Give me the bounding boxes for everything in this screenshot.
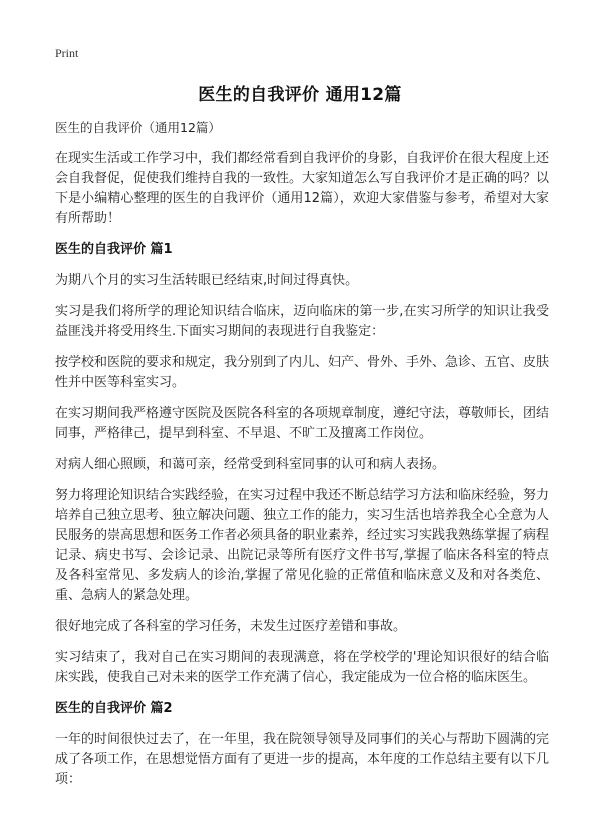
section-1: [55, 240, 549, 688]
page-title: 医生的自我评价 通用12篇: [198, 85, 402, 105]
paragraph: 按学校和医院的要求和规定，我分别到了内儿、妇产、骨外、手外、急诊、五官、皮肤性并中医等科室实习。: [55, 355, 550, 390]
paragraph: 实习结束了，我对自己在实习期间的表现满意，将在学校学的'理论知识很好的结合临床实践，使我自己对未来的医学工作充满了信心，我定能成为一位合格的临床医生。: [55, 650, 549, 685]
paragraph: 对病人细心照顾，和蔼可亲，经常受到科室同事的认可和病人表扬。: [55, 457, 446, 472]
article-body: [55, 118, 549, 801]
intro-paragraph: 在现实生活或工作学习中，我们都经常看到自我评价的身影，自我评价在很大程度上还会自我督促，促使我们维持自我的一致性。大家知道怎么写自我评价才是正确的吗？以下是小编精心整理的医生的自我评价（通用12篇），欢迎大家借鉴与参考，希望对大家有所帮助！: [55, 151, 550, 226]
section-heading: 医生的自我评价 篇1: [55, 242, 173, 257]
article-subtitle: 医生的自我评价（通用12篇）: [55, 120, 221, 135]
paragraph: 在实习期间我严格遵守医院及医院各科室的各项规章制度，遵纪守法，尊敬师长，团结同事，严格律己，提早到科室、不早退、不旷工及擅离工作岗位。: [55, 406, 550, 441]
paragraph: 很好地完成了各科室的学习任务，未发生过医疗差错和事故。: [55, 619, 407, 634]
paragraph: 一年的时间很快过去了，在一年里，我在院领导领导及同事们的关心与帮助下圆满的完成了各项工作，在思想觉悟方面有了更进一步的提高，本年度的工作总结主要有以下几项：: [55, 732, 550, 787]
print-link[interactable]: Print: [55, 46, 79, 60]
paragraph: 为期八个月的实习生活转眼已经结束,时间过得真快。: [55, 273, 359, 288]
section-2: [55, 699, 549, 790]
paragraph: 努力将理论知识结合实践经验，在实习过程中我还不断总结学习方法和临床经验，努力培养自己独立思考、独立解决问题、独立工作的能力，实习生活也培养我全心全意为人民服务的崇高思想和医务工作者必须具备的职业素养，经过实习实践我熟练掌握了病程记录、病史书写、会诊记录、出院记录等所有医疗文件书写,掌握了临床各科室的特点及各科室常见、多发病人的诊治,掌握了常见化验的正常值和临床意义及和对各类危、重、急病人的紧急处理。: [55, 488, 550, 603]
paragraph: 实习是我们将所学的理论知识结合临床，迈向临床的第一步,在实习所学的知识让我受益匪浅并将受用终生.下面实习期间的表现进行自我鉴定：: [55, 304, 549, 339]
section-heading: 医生的自我评价 篇2: [55, 701, 173, 716]
